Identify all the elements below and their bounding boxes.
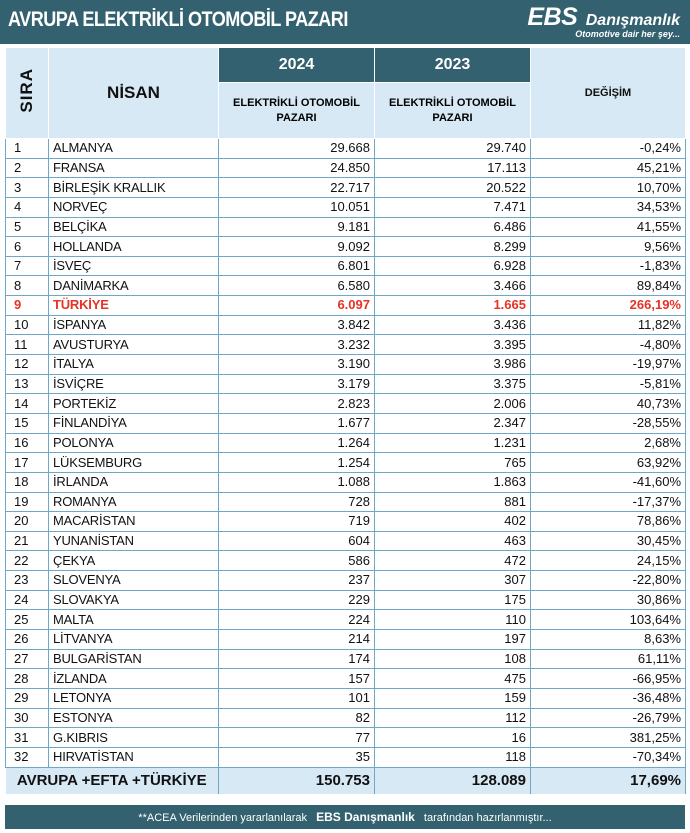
value-2023-cell: 159: [375, 688, 531, 708]
rank-cell: 26: [6, 630, 49, 650]
sub-header-2023: ELEKTRİKLİ OTOMOBİL PAZARI: [375, 83, 531, 139]
value-2024-cell: 2.823: [219, 394, 375, 414]
rank-cell: 24: [6, 590, 49, 610]
country-cell: İTALYA: [49, 355, 219, 375]
country-cell: MACARİSTAN: [49, 512, 219, 532]
change-cell: -70,34%: [531, 747, 686, 767]
table-row: [6, 237, 686, 257]
change-cell: -19,97%: [531, 355, 686, 375]
country-cell: İSVİÇRE: [49, 374, 219, 394]
rank-cell: 6: [6, 237, 49, 257]
value-2023-cell: 475: [375, 669, 531, 689]
country-cell: İZLANDA: [49, 669, 219, 689]
value-2024-cell: 3.179: [219, 374, 375, 394]
country-cell: LİTVANYA: [49, 630, 219, 650]
value-2023-cell: 16: [375, 728, 531, 748]
value-2023-cell: 472: [375, 551, 531, 571]
rank-cell: 23: [6, 571, 49, 591]
value-2023-cell: 29.740: [375, 139, 531, 159]
table-row: [6, 531, 686, 551]
table-row: [6, 728, 686, 748]
rank-cell: 17: [6, 453, 49, 473]
change-cell: 11,82%: [531, 315, 686, 335]
value-2023-cell: 1.665: [375, 296, 531, 316]
value-2024-cell: 24.850: [219, 158, 375, 178]
value-2023-cell: 6.928: [375, 256, 531, 276]
value-2024-cell: 586: [219, 551, 375, 571]
country-cell: BELÇİKA: [49, 217, 219, 237]
value-2024-cell: 22.717: [219, 178, 375, 198]
logo-ebs-text: EBS: [527, 3, 578, 31]
change-cell: 30,86%: [531, 590, 686, 610]
table-row: [6, 708, 686, 728]
change-cell: 41,55%: [531, 217, 686, 237]
sub-header-2024: ELEKTRİKLİ OTOMOBİL PAZARI: [219, 83, 375, 139]
year-2023-header: 2023: [375, 48, 531, 83]
table-row: [6, 630, 686, 650]
value-2023-cell: 307: [375, 571, 531, 591]
rank-cell: 1: [6, 139, 49, 159]
country-cell: ÇEKYA: [49, 551, 219, 571]
page-title: AVRUPA ELEKTRİKLİ OTOMOBİL PAZARI: [8, 8, 348, 31]
value-2023-cell: 20.522: [375, 178, 531, 198]
change-cell: -5,81%: [531, 374, 686, 394]
country-cell: ROMANYA: [49, 492, 219, 512]
rank-cell: 28: [6, 669, 49, 689]
rank-cell: 4: [6, 197, 49, 217]
change-cell: -4,80%: [531, 335, 686, 355]
value-2024-cell: 3.842: [219, 315, 375, 335]
change-cell: -17,37%: [531, 492, 686, 512]
table-row: [6, 315, 686, 335]
value-2024-cell: 1.088: [219, 472, 375, 492]
table-row: [6, 197, 686, 217]
change-cell: -66,95%: [531, 669, 686, 689]
change-cell: 2,68%: [531, 433, 686, 453]
change-cell: 381,25%: [531, 728, 686, 748]
country-cell: BULGARİSTAN: [49, 649, 219, 669]
table-row: [6, 217, 686, 237]
table-row: [6, 688, 686, 708]
change-cell: 78,86%: [531, 512, 686, 532]
table-row: [6, 413, 686, 433]
rank-cell: 27: [6, 649, 49, 669]
change-cell: -22,80%: [531, 571, 686, 591]
value-2024-cell: 229: [219, 590, 375, 610]
rank-cell: 32: [6, 747, 49, 767]
value-2023-cell: 2.347: [375, 413, 531, 433]
value-2024-cell: 3.232: [219, 335, 375, 355]
table-row: [6, 492, 686, 512]
table-row: [6, 178, 686, 198]
country-cell: BİRLEŞİK KRALLIK: [49, 178, 219, 198]
value-2024-cell: 6.801: [219, 256, 375, 276]
value-2024-cell: 6.580: [219, 276, 375, 296]
value-2024-cell: 1.264: [219, 433, 375, 453]
rank-cell: 13: [6, 374, 49, 394]
rank-cell: 31: [6, 728, 49, 748]
logo-danismanlik-text: Danışmanlık: [585, 12, 680, 29]
country-cell: NORVEÇ: [49, 197, 219, 217]
country-cell: TÜRKİYE: [49, 296, 219, 316]
table-row: [6, 256, 686, 276]
value-2024-cell: 224: [219, 610, 375, 630]
month-header: NİSAN: [49, 48, 219, 139]
table-row: [6, 512, 686, 532]
value-2024-cell: 9.092: [219, 237, 375, 257]
change-cell: -41,60%: [531, 472, 686, 492]
value-2024-cell: 3.190: [219, 355, 375, 375]
value-2023-cell: 7.471: [375, 197, 531, 217]
table-row: [6, 610, 686, 630]
country-cell: YUNANİSTAN: [49, 531, 219, 551]
change-cell: 24,15%: [531, 551, 686, 571]
value-2023-cell: 112: [375, 708, 531, 728]
change-cell: 40,73%: [531, 394, 686, 414]
table-row: [6, 669, 686, 689]
table-row: [6, 649, 686, 669]
country-cell: HIRVATİSTAN: [49, 747, 219, 767]
rank-cell: 22: [6, 551, 49, 571]
rank-cell: 20: [6, 512, 49, 532]
value-2023-cell: 108: [375, 649, 531, 669]
rank-cell: 19: [6, 492, 49, 512]
change-cell: 9,56%: [531, 237, 686, 257]
value-2023-cell: 6.486: [375, 217, 531, 237]
ebs-logo: [527, 4, 680, 39]
change-header: DEĞİŞİM: [531, 48, 686, 139]
value-2023-cell: 2.006: [375, 394, 531, 414]
table-row: [6, 571, 686, 591]
country-cell: SLOVAKYA: [49, 590, 219, 610]
rank-cell: 15: [6, 413, 49, 433]
total-2023: 128.089: [375, 767, 531, 794]
change-cell: -1,83%: [531, 256, 686, 276]
country-cell: HOLLANDA: [49, 237, 219, 257]
change-cell: 63,92%: [531, 453, 686, 473]
rank-cell: 16: [6, 433, 49, 453]
change-cell: 89,84%: [531, 276, 686, 296]
table-row: [6, 139, 686, 159]
country-cell: FRANSA: [49, 158, 219, 178]
total-row: [6, 767, 686, 794]
value-2023-cell: 3.375: [375, 374, 531, 394]
value-2024-cell: 157: [219, 669, 375, 689]
table-row: [6, 296, 686, 316]
logo-slogan: Otomotive dair her şey...: [575, 29, 680, 39]
rank-cell: 12: [6, 355, 49, 375]
table-row: [6, 335, 686, 355]
change-cell: -0,24%: [531, 139, 686, 159]
value-2024-cell: 214: [219, 630, 375, 650]
value-2024-cell: 9.181: [219, 217, 375, 237]
rank-cell: 21: [6, 531, 49, 551]
rank-cell: 30: [6, 708, 49, 728]
value-2023-cell: 8.299: [375, 237, 531, 257]
value-2024-cell: 1.254: [219, 453, 375, 473]
change-cell: -28,55%: [531, 413, 686, 433]
table-row: [6, 276, 686, 296]
rank-cell: 2: [6, 158, 49, 178]
footer-note: [5, 805, 685, 829]
table-row: [6, 355, 686, 375]
value-2023-cell: 17.113: [375, 158, 531, 178]
change-cell: 103,64%: [531, 610, 686, 630]
value-2024-cell: 35: [219, 747, 375, 767]
total-2024: 150.753: [219, 767, 375, 794]
value-2023-cell: 197: [375, 630, 531, 650]
value-2024-cell: 728: [219, 492, 375, 512]
value-2024-cell: 174: [219, 649, 375, 669]
footer-prefix: **ACEA Verilerinden yararlanılarak: [138, 812, 308, 824]
year-2024-header: 2024: [219, 48, 375, 83]
value-2023-cell: 110: [375, 610, 531, 630]
country-cell: DANİMARKA: [49, 276, 219, 296]
footer-brand: EBS Danışmanlık: [316, 810, 415, 824]
change-cell: 45,21%: [531, 158, 686, 178]
value-2024-cell: 29.668: [219, 139, 375, 159]
rank-cell: 11: [6, 335, 49, 355]
value-2023-cell: 402: [375, 512, 531, 532]
change-cell: 30,45%: [531, 531, 686, 551]
country-cell: SLOVENYA: [49, 571, 219, 591]
rank-header: SIRA: [6, 48, 49, 139]
value-2024-cell: 237: [219, 571, 375, 591]
country-cell: G.KIBRIS: [49, 728, 219, 748]
country-cell: ALMANYA: [49, 139, 219, 159]
value-2023-cell: 765: [375, 453, 531, 473]
rank-cell: 5: [6, 217, 49, 237]
rank-cell: 9: [6, 296, 49, 316]
country-cell: MALTA: [49, 610, 219, 630]
change-cell: -26,79%: [531, 708, 686, 728]
rank-cell: 8: [6, 276, 49, 296]
value-2023-cell: 881: [375, 492, 531, 512]
value-2024-cell: 1.677: [219, 413, 375, 433]
country-cell: FİNLANDİYA: [49, 413, 219, 433]
rank-cell: 3: [6, 178, 49, 198]
country-cell: POLONYA: [49, 433, 219, 453]
country-cell: PORTEKİZ: [49, 394, 219, 414]
rank-cell: 14: [6, 394, 49, 414]
change-cell: 10,70%: [531, 178, 686, 198]
value-2024-cell: 10.051: [219, 197, 375, 217]
value-2023-cell: 175: [375, 590, 531, 610]
table-row: [6, 158, 686, 178]
value-2023-cell: 118: [375, 747, 531, 767]
country-cell: İSPANYA: [49, 315, 219, 335]
table-row: [6, 394, 686, 414]
value-2023-cell: 3.436: [375, 315, 531, 335]
rank-cell: 18: [6, 472, 49, 492]
country-cell: LETONYA: [49, 688, 219, 708]
country-cell: İRLANDA: [49, 472, 219, 492]
table-row: [6, 453, 686, 473]
ev-market-table: [5, 47, 686, 794]
value-2024-cell: 604: [219, 531, 375, 551]
table-row: [6, 551, 686, 571]
value-2023-cell: 3.466: [375, 276, 531, 296]
rank-cell: 25: [6, 610, 49, 630]
value-2023-cell: 1.231: [375, 433, 531, 453]
value-2023-cell: 463: [375, 531, 531, 551]
value-2024-cell: 719: [219, 512, 375, 532]
value-2024-cell: 82: [219, 708, 375, 728]
rank-cell: 7: [6, 256, 49, 276]
change-cell: 34,53%: [531, 197, 686, 217]
table-row: [6, 747, 686, 767]
value-2023-cell: 3.395: [375, 335, 531, 355]
value-2024-cell: 101: [219, 688, 375, 708]
country-cell: İSVEÇ: [49, 256, 219, 276]
change-cell: 61,11%: [531, 649, 686, 669]
change-cell: 266,19%: [531, 296, 686, 316]
value-2023-cell: 3.986: [375, 355, 531, 375]
change-cell: 8,63%: [531, 630, 686, 650]
value-2024-cell: 6.097: [219, 296, 375, 316]
table-row: [6, 472, 686, 492]
table-row: [6, 374, 686, 394]
country-cell: ESTONYA: [49, 708, 219, 728]
value-2023-cell: 1.863: [375, 472, 531, 492]
total-label: AVRUPA +EFTA +TÜRKİYE: [6, 767, 219, 794]
change-cell: -36,48%: [531, 688, 686, 708]
country-cell: LÜKSEMBURG: [49, 453, 219, 473]
value-2024-cell: 77: [219, 728, 375, 748]
rank-cell: 29: [6, 688, 49, 708]
rank-cell: 10: [6, 315, 49, 335]
table-row: [6, 590, 686, 610]
table-row: [6, 433, 686, 453]
footer-suffix: tarafından hazırlanmıştır...: [423, 812, 552, 824]
header-bar: [0, 0, 690, 44]
total-change: 17,69%: [531, 767, 686, 794]
country-cell: AVUSTURYA: [49, 335, 219, 355]
